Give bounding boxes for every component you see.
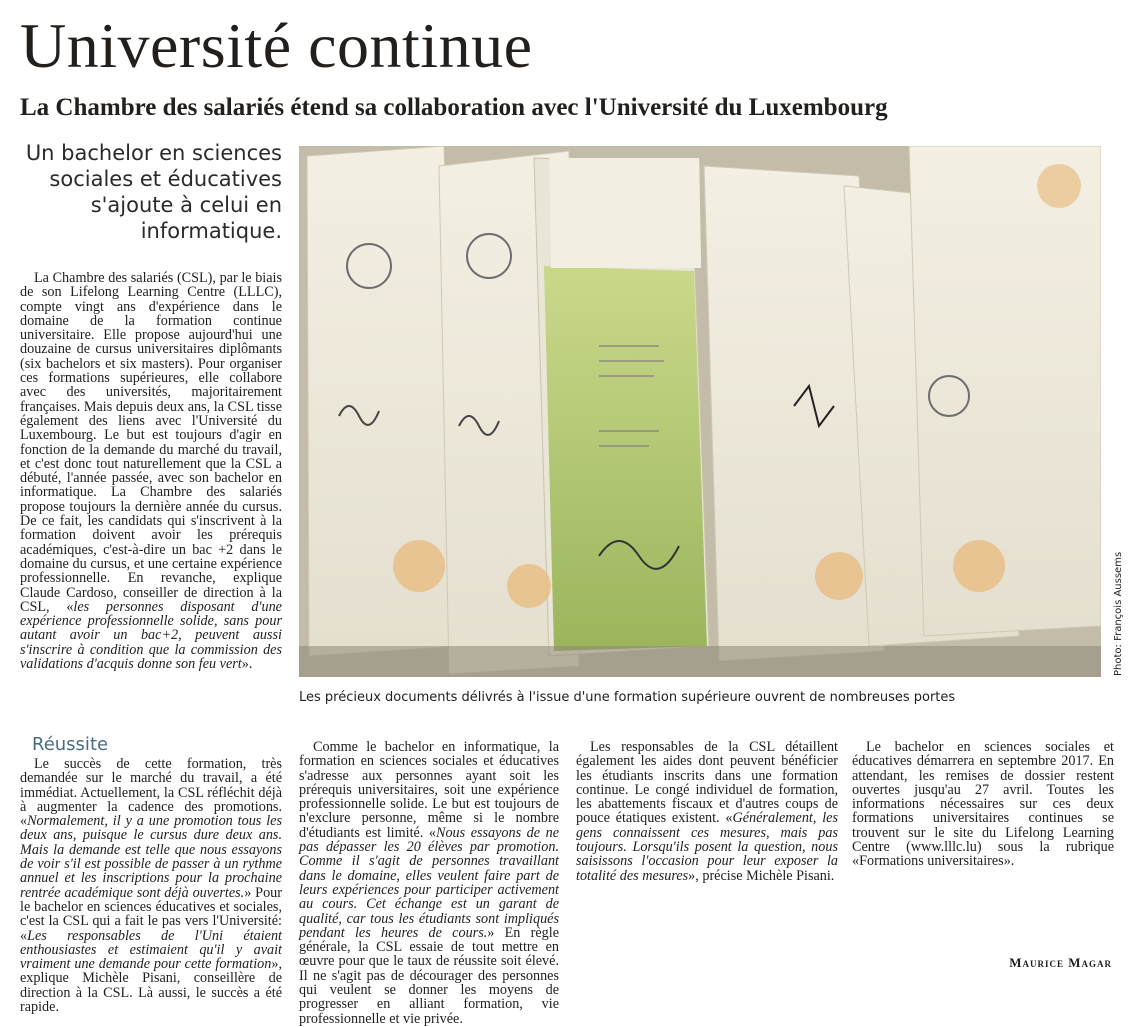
quote: Normalement, il y a une promotion tous les deux ans, puisque le cursus dure deux ans. Mais la demande est telle que nous essayons de voir s'il est possible de passer à un rythme annuel et les inscriptions pour la prochaine rentrée académique sont déjà ouvertes.	[20, 813, 282, 901]
closing-paragraph: Le bachelor en sciences sociales et éducatives démarrera en septembre 2017. En attendant, les remises de dossier restent ouvertes jusqu'au 27 avril. Toutes les informations nécessaires sur ces deux formations universitaires continues se trouvent sur le site du Lifelong Learning Centre (www.lllc.lu) sous la rubrique «Formations universitaires».	[852, 739, 1114, 870]
column-3	[576, 740, 838, 883]
column-1	[20, 757, 282, 1014]
text-run: Le succès de cette formation, très demandée sur le marché du travail, a été immédiat. Actuellement, la CSL réfléchit déjà à augmenter la cadence des promotions. «	[20, 756, 282, 830]
lead-line: sociales et éducatives	[49, 167, 282, 191]
column-2	[299, 740, 559, 1026]
headline: Université continue	[20, 10, 533, 81]
author-signature: Maurice Magar	[1009, 955, 1112, 970]
text-run: Comme le bachelor en informatique, la formation en sciences sociales et éducatives s'adresse aux personnes ayant soit les prérequis universitaires, soit une expérience professionnelle solide. Le but est toujours de n'exclure personne, même si le nombre d'étudiants est limité. «	[299, 739, 559, 841]
lead-line: s'ajoute à celui en	[90, 193, 282, 217]
intro-paragraph	[20, 271, 282, 671]
quote: Nous essayons de ne pas dépasser les 20 élèves par promotion. Comme il s'agit de personnes travaillant dans le domaine, elles veulent faire part de leurs expériences pour participer activement au cours. Cet échange est un garant de qualité, car tous les étudiants sont impliqués pendant les heures de cours.	[299, 824, 559, 941]
bachelor-paragraph	[299, 740, 559, 1026]
subheadline: La Chambre des salariés étend sa collaboration avec l'Université du Luxembourg	[20, 94, 888, 121]
text-run: », précise Michèle Pisani.	[688, 867, 835, 884]
text-run: », explique Michèle Pisani, conseillère de direction à la CSL. Là aussi, le succès a été rapide.	[20, 956, 282, 1016]
text-run: ».	[241, 656, 253, 673]
text-run: Les responsables de la CSL détaillent également les aides dont peuvent bénéficier les étudiants inscrits dans une formation continue. Le congé individuel de formation, les abattements fiscaux et d'autres coups de pouce étatiques existent. «	[576, 739, 838, 827]
diploma-photo	[299, 146, 1101, 677]
aides-paragraph	[576, 740, 838, 883]
section-heading: Réussite	[32, 734, 109, 755]
photo-credit-text: Photo: François Aussems	[1113, 551, 1124, 676]
text-run: » Pour le bachelor en sciences éducatives et sociales, c'est la CSL qui a fait le pas vers l'Université: «	[20, 884, 282, 944]
lead-line: Un bachelor en sciences	[25, 141, 282, 165]
diplomas-illustration	[299, 146, 1101, 677]
text-run: La Chambre des salariés (CSL), par le biais de son Lifelong Learning Centre (LLLC), compte vingt ans d'expérience dans le domaine de la formation continue universitaire. Elle propose aujourd'hui une douzaine de cursus universitaires diplômants (six bachelors et six masters). Pour organiser ces formations supérieures, elle collabore avec des universités, majoritairement françaises. Mais depuis deux ans, la CSL tisse également des liens avec l'Université du Luxembourg. Le but est toujours d'agir en fonction de la demande du marché du travail, et c'est donc tout naturellement que la CSL a débuté, l'année passée, avec son bachelor en informatique. La Chambre des salariés propose toujours la dernière année du cursus. De ce fait, les candidats qui s'inscrivent à la formation doivent avoir les prérequis académiques, c'est-à-dire un bac +2 dans le domaine du cursus, et une certaine expérience professionnelle. En revanche, explique Claude Cardoso, conseiller de direction à la CSL, «	[20, 270, 282, 615]
lead-text	[20, 140, 282, 244]
text-run: » En règle générale, la CSL essaie de tout mettre en œuvre pour que le taux de réussite soit élevé. Il ne s'agit pas de décourager des personnes qui veulent se donner les moyens de progresser en alliant formation, vie professionnelle et vie privée.	[299, 924, 559, 1027]
reussite-paragraph	[20, 757, 282, 1014]
intro-column	[20, 271, 282, 671]
lead-line: informatique.	[140, 219, 282, 243]
quote: Les responsables de l'Uni étaient enthousiastes et estimaient qu'il y avait vraiment une demande pour cette formation	[20, 927, 282, 973]
quote: les personnes disposant d'une expérience professionnelle solide, sans pour autant avoir un bac+2, peuvent aussi s'inscrire à condition que la commission des validations d'acquis donne son feu vert	[20, 598, 282, 673]
column-4	[852, 740, 1114, 869]
quote: Généralement, les gens connaissent ces mesures, mais pas toujours. Lorsqu'ils posent la question, nous saisissons l'occasion pour leur exposer la totalité des mesures	[576, 810, 838, 884]
photo-caption: Les précieux documents délivrés à l'issue d'une formation supérieure ouvrent de nombreuses portes	[299, 690, 956, 705]
photo-credit	[1103, 546, 1123, 676]
